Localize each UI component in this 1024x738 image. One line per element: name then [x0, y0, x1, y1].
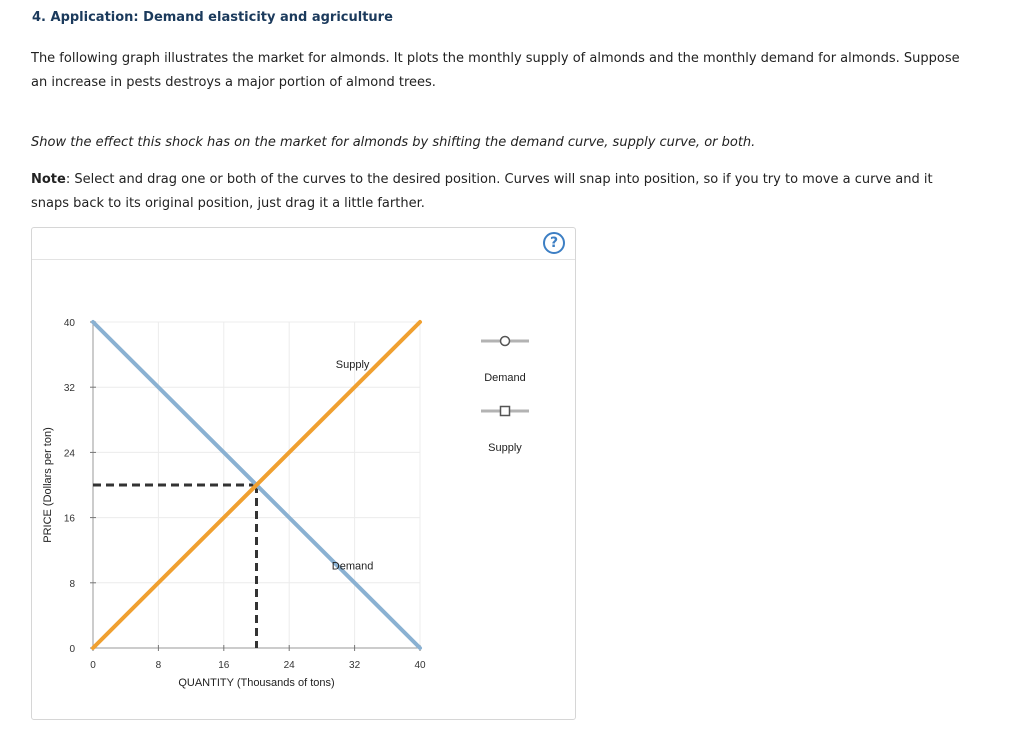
x-axis-label: QUANTITY (Thousands of tons) — [178, 677, 335, 689]
x-tick-label: 16 — [218, 660, 230, 671]
graph-panel — [31, 227, 576, 720]
y-tick-label: 24 — [63, 448, 75, 460]
x-tick-label: 32 — [349, 660, 361, 671]
supply-tool-square-icon[interactable] — [501, 407, 510, 416]
note-paragraph — [31, 168, 961, 216]
x-tick-label: 0 — [90, 660, 96, 671]
x-tick-label: 8 — [155, 660, 162, 671]
instruction-paragraph: Show the effect this shock has on the market for almonds by shifting the demand curve, supply curve, or both. — [31, 135, 756, 150]
y-tick-label: 8 — [69, 578, 75, 590]
help-icon[interactable]: ? — [543, 232, 565, 254]
y-tick-label: 32 — [63, 383, 75, 395]
supply-demand-chart — [32, 228, 577, 721]
demand-tool-label: Demand — [484, 372, 526, 384]
intro-paragraph: The following graph illustrates the market for almonds. It plots the monthly supply of almonds and the monthly demand for almonds. Suppose an increase in pests destroys a major portion of almond trees. — [31, 51, 960, 90]
note-label: Note — [31, 172, 66, 187]
y-axis-label: PRICE (Dollars per ton) — [42, 427, 54, 543]
note-text: : Select and drag one or both of the curves to the desired position. Curves will snap into position, so if you try to move a curve and it snaps back to its original position, just drag it a little farther. — [31, 172, 933, 211]
supply-curve-label: Supply — [335, 358, 370, 371]
supply-tool-label: Supply — [488, 442, 522, 454]
question-title: 4. Application: Demand elasticity and agriculture — [32, 10, 393, 25]
demand-tool-circle-icon[interactable] — [501, 337, 510, 346]
y-tick-label: 40 — [63, 318, 75, 329]
x-tick-label: 24 — [283, 660, 295, 671]
y-tick-label: 16 — [63, 513, 75, 525]
y-tick-label: 0 — [69, 644, 75, 655]
demand-curve-label: Demand — [331, 560, 374, 573]
x-tick-label: 40 — [414, 660, 426, 671]
